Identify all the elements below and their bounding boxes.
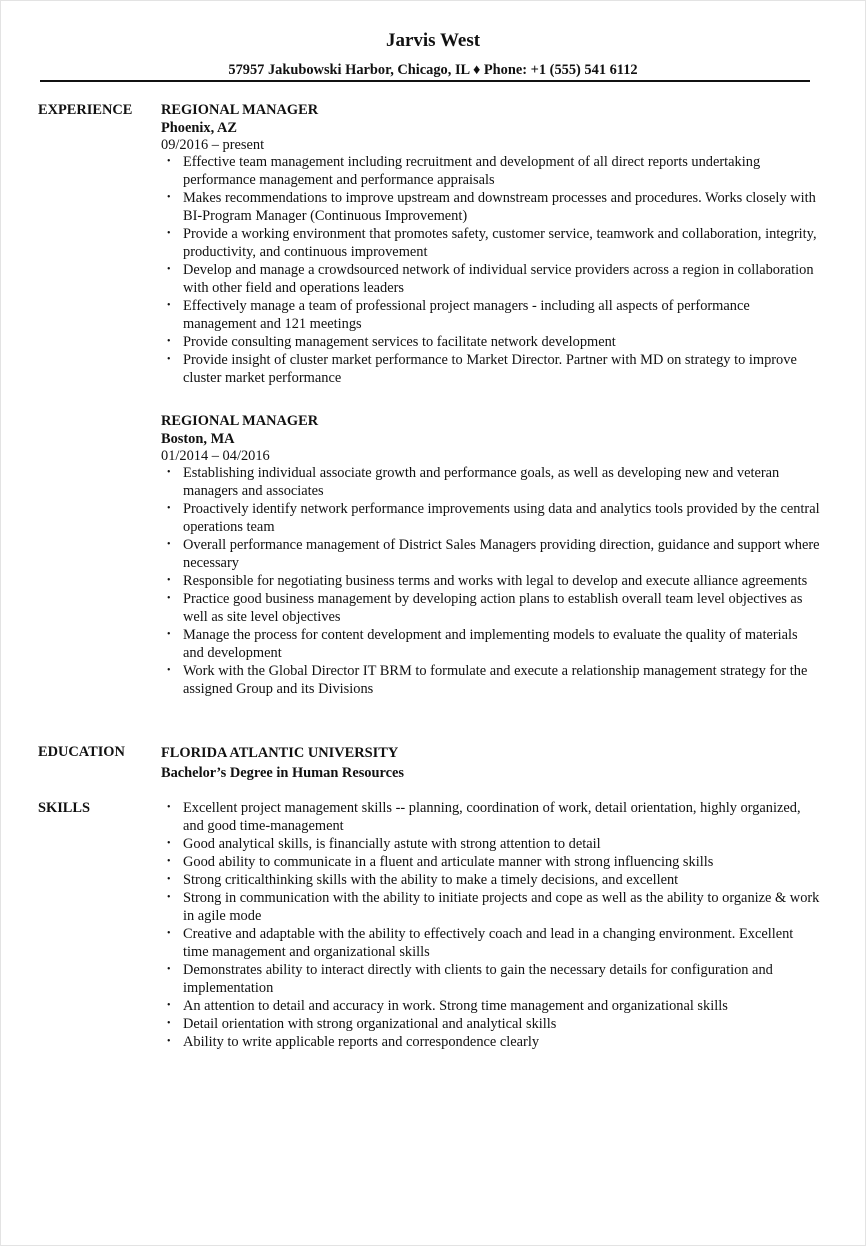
section-label-skills: SKILLS [38, 800, 90, 816]
candidate-name: Jarvis West [385, 30, 481, 51]
bullet-text: An attention to detail and accuracy in work. Strong time management and organizational skills [183, 998, 728, 1014]
bullet-icon: • [167, 354, 171, 365]
list-item [161, 835, 821, 853]
bullet-text: Detail orientation with strong organizational and analytical skills [183, 1016, 557, 1032]
job-title: REGIONAL MANAGER [161, 413, 319, 429]
list-item [161, 1015, 821, 1033]
bullet-text: Good ability to communicate in a fluent and articulate manner with strong influencing skills [183, 854, 714, 870]
bullet-icon: • [167, 593, 171, 604]
job-bullet-list [161, 153, 821, 387]
list-item [161, 261, 821, 297]
list-item [161, 662, 821, 698]
skills-body [161, 799, 821, 1051]
bullet-icon: • [167, 336, 171, 347]
bullet-text: Effective team management including recruitment and development of all direct reports undertaking performance management and performance appraisals [183, 154, 761, 188]
experience-body [161, 101, 821, 698]
bullet-text: Strong in communication with the ability to initiate projects and cope as well as the ability to organize & work in agile mode [183, 890, 820, 924]
bullet-text: Establishing individual associate growth and performance goals, as well as developing new and veteran managers and associates [183, 465, 780, 499]
bullet-text: Provide a working environment that promotes safety, customer service, teamwork and collaboration, integrity, productivity, and continuous improvement [183, 226, 817, 260]
job-entry [161, 101, 821, 387]
bullet-text: Practice good business management by developing action plans to establish overall team level objectives as well as site level objectives [183, 591, 803, 625]
job-location: Boston, MA [161, 431, 235, 447]
bullet-text: Responsible for negotiating business terms and works with legal to develop and execute alliance agreements [183, 573, 808, 589]
bullet-icon: • [167, 629, 171, 640]
list-item [161, 225, 821, 261]
bullet-text: Ability to write applicable reports and correspondence clearly [183, 1034, 540, 1050]
bullet-icon: • [167, 575, 171, 586]
list-item [161, 590, 821, 626]
list-item [161, 536, 821, 572]
list-item [161, 189, 821, 225]
bullet-icon: • [167, 874, 171, 885]
job-entry [161, 412, 821, 698]
bullet-text: Creative and adaptable with the ability to effectively coach and lead in a changing environment. Excellent time management and organizational skills [183, 926, 794, 960]
list-item [161, 500, 821, 536]
bullet-icon: • [167, 1000, 171, 1011]
list-item [161, 799, 821, 835]
section-label-experience: EXPERIENCE [38, 102, 133, 118]
bullet-text: Overall performance management of District Sales Managers providing direction, guidance and support where necessary [183, 537, 820, 571]
list-item [161, 1033, 821, 1051]
list-item [161, 351, 821, 387]
list-item [161, 572, 821, 590]
bullet-icon: • [167, 156, 171, 167]
list-item [161, 626, 821, 662]
bullet-icon: • [167, 1018, 171, 1029]
bullet-text: Effectively manage a team of professional project managers - including all aspects of performance management and 121 meetings [183, 298, 750, 332]
bullet-text: Proactively identify network performance improvements using data and analytics tools provided by the central operations team [183, 501, 820, 535]
bullet-icon: • [167, 802, 171, 813]
list-item [161, 925, 821, 961]
bullet-icon: • [167, 892, 171, 903]
bullet-icon: • [167, 467, 171, 478]
list-item [161, 889, 821, 925]
bullet-text: Strong criticalthinking skills with the ability to make a timely decisions, and excellent [183, 872, 679, 888]
bullet-icon: • [167, 928, 171, 939]
bullet-icon: • [167, 264, 171, 275]
bullet-icon: • [167, 192, 171, 203]
header-divider [40, 80, 810, 82]
bullet-text: Manage the process for content development and implementing models to evaluate the quality of materials and development [183, 627, 798, 661]
list-item [161, 961, 821, 997]
bullet-text: Develop and manage a crowdsourced network of individual service providers across a region in collaboration with other field and operations leaders [183, 262, 814, 296]
job-location: Phoenix, AZ [161, 120, 237, 136]
list-item [161, 464, 821, 500]
bullet-icon: • [167, 503, 171, 514]
skills-bullet-list [161, 799, 821, 1051]
education-degree: Bachelor’s Degree in Human Resources [161, 765, 405, 781]
bullet-text: Makes recommendations to improve upstream and downstream processes and procedures. Works closely with BI-Program Manager (Continuous Improvement) [183, 190, 816, 224]
bullet-icon: • [167, 964, 171, 975]
job-dates: 01/2014 – 04/2016 [161, 448, 270, 464]
list-item [161, 853, 821, 871]
bullet-icon: • [167, 665, 171, 676]
bullet-icon: • [167, 1036, 171, 1047]
contact-line: 57957 Jakubowski Harbor, Chicago, IL ♦ Phone: +1 (555) 541 6112 [228, 62, 638, 78]
list-item [161, 333, 821, 351]
bullet-icon: • [167, 300, 171, 311]
resume-header [0, 30, 866, 79]
bullet-icon: • [167, 539, 171, 550]
bullet-icon: • [167, 856, 171, 867]
bullet-text: Demonstrates ability to interact directly with clients to gain the necessary details for configuration and implementation [183, 962, 773, 996]
education-school: FLORIDA ATLANTIC UNIVERSITY [161, 745, 399, 761]
bullet-text: Good analytical skills, is financially astute with strong attention to detail [183, 836, 601, 852]
education-body [161, 743, 821, 783]
list-item [161, 997, 821, 1015]
bullet-text: Work with the Global Director IT BRM to formulate and execute a relationship management strategy for the assigned Group and its Divisions [183, 663, 808, 697]
bullet-text: Provide consulting management services to facilitate network development [183, 334, 616, 350]
bullet-icon: • [167, 838, 171, 849]
job-dates: 09/2016 – present [161, 137, 265, 153]
section-label-education: EDUCATION [38, 744, 125, 760]
bullet-icon: • [167, 228, 171, 239]
job-bullet-list [161, 464, 821, 698]
bullet-text: Provide insight of cluster market performance to Market Director. Partner with MD on strategy to improve cluster market performance [183, 352, 797, 386]
list-item [161, 153, 821, 189]
job-title: REGIONAL MANAGER [161, 102, 319, 118]
list-item [161, 297, 821, 333]
list-item [161, 871, 821, 889]
bullet-text: Excellent project management skills -- planning, coordination of work, detail orientation, highly organized, and good time-management [183, 800, 801, 834]
